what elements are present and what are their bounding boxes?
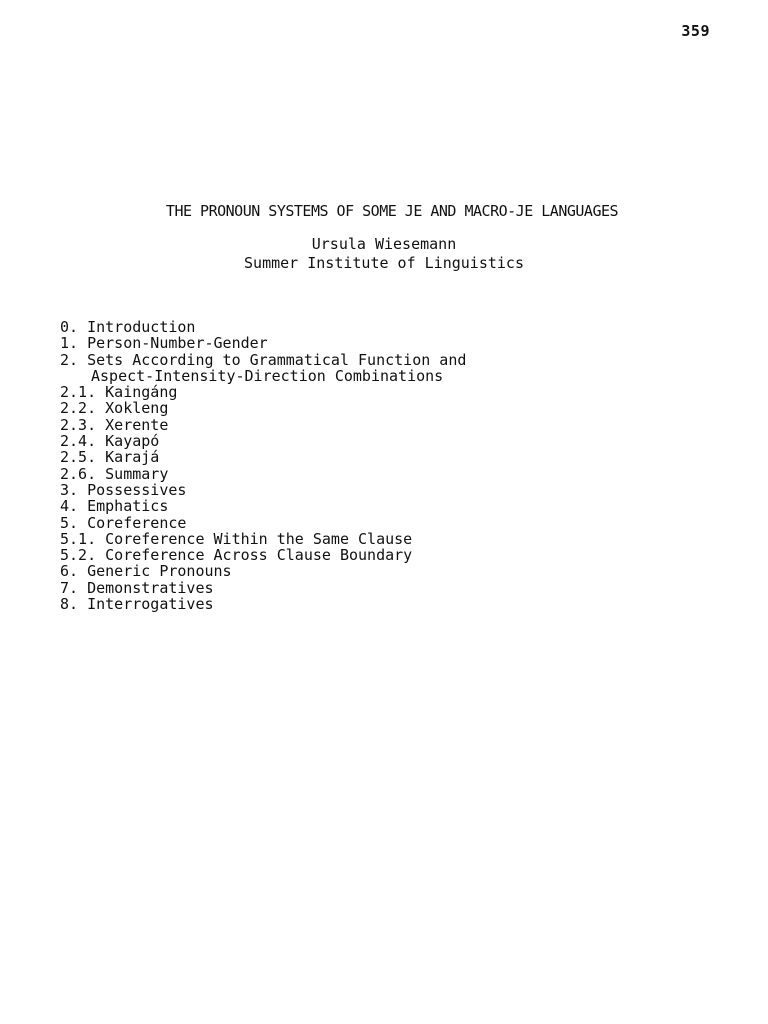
toc-item [60, 466, 466, 482]
toc-item-label: Coreference Across Clause Boundary [105, 546, 413, 565]
toc-item-label: Coreference Within the Same Clause [105, 529, 413, 548]
toc-item [60, 319, 466, 335]
table-of-contents [60, 319, 466, 612]
paper-title-text: THE PRONOUN SYSTEMS OF SOME JE AND MACRO-JE LANGUAGES [165, 202, 619, 220]
toc-item-label: Kayapó [105, 432, 160, 451]
toc-item-label: Possessives [87, 480, 187, 499]
toc-item-label: Introduction [87, 318, 196, 336]
toc-item-label: Generic Pronouns [87, 562, 232, 581]
toc-item-number: 7. [60, 578, 79, 597]
toc-item-number: 2.4. [60, 432, 97, 451]
toc-item-label: Xokleng [105, 399, 169, 418]
toc-item-label: Emphatics [87, 497, 169, 516]
author-block [0, 235, 768, 273]
toc-item-number: 2.5. [60, 448, 97, 467]
toc-item [60, 417, 466, 433]
toc-item-number: 2.2. [60, 399, 97, 418]
toc-item [60, 547, 466, 563]
toc-item-number: 8. [60, 595, 79, 614]
toc-item [60, 531, 466, 547]
toc-item-label: Summary [105, 464, 169, 483]
toc-item-label: Aspect-Intensity-Direction Combinations [91, 366, 444, 385]
toc-item-number: 5.2. [60, 546, 97, 565]
author-name: Ursula Wiesemann [311, 235, 457, 253]
toc-item [60, 449, 466, 465]
toc-item-label: Person-Number-Gender [87, 334, 268, 353]
toc-item [60, 498, 466, 514]
toc-item-number: 3. [60, 480, 79, 499]
page-number: 359 [681, 22, 710, 40]
toc-item-number: 6. [60, 562, 79, 581]
toc-item-label: Xerente [105, 415, 169, 434]
toc-item-label: Karajá [105, 448, 160, 467]
toc-item [60, 335, 466, 351]
toc-item-number: 1. [60, 334, 79, 353]
toc-item [60, 482, 466, 498]
toc-item-label: Interrogatives [87, 595, 214, 614]
toc-item [60, 580, 466, 596]
toc-item-number: 2.3. [60, 415, 97, 434]
paper-title [0, 202, 768, 220]
toc-item-label: Sets According to Grammatical Function and [87, 350, 467, 369]
toc-item-number: 5. [60, 513, 79, 532]
toc-item-number: 0. [60, 318, 79, 336]
toc-item [60, 596, 466, 612]
toc-item-continuation [60, 368, 466, 384]
toc-item-number: 4. [60, 497, 79, 516]
toc-item [60, 400, 466, 416]
toc-item [60, 352, 466, 368]
toc-item-number: 2. [60, 350, 79, 369]
toc-item-number: 2.6. [60, 464, 97, 483]
toc-item-number: 5.1. [60, 529, 97, 548]
toc-item [60, 433, 466, 449]
toc-item-label: Kaingáng [105, 383, 178, 402]
toc-item [60, 563, 466, 579]
toc-item [60, 515, 466, 531]
toc-item-label: Coreference [87, 513, 187, 532]
toc-item-number: 2.1. [60, 383, 97, 402]
author-affiliation: Summer Institute of Linguistics [244, 254, 524, 272]
toc-item [60, 384, 466, 400]
toc-item-label: Demonstratives [87, 578, 214, 597]
